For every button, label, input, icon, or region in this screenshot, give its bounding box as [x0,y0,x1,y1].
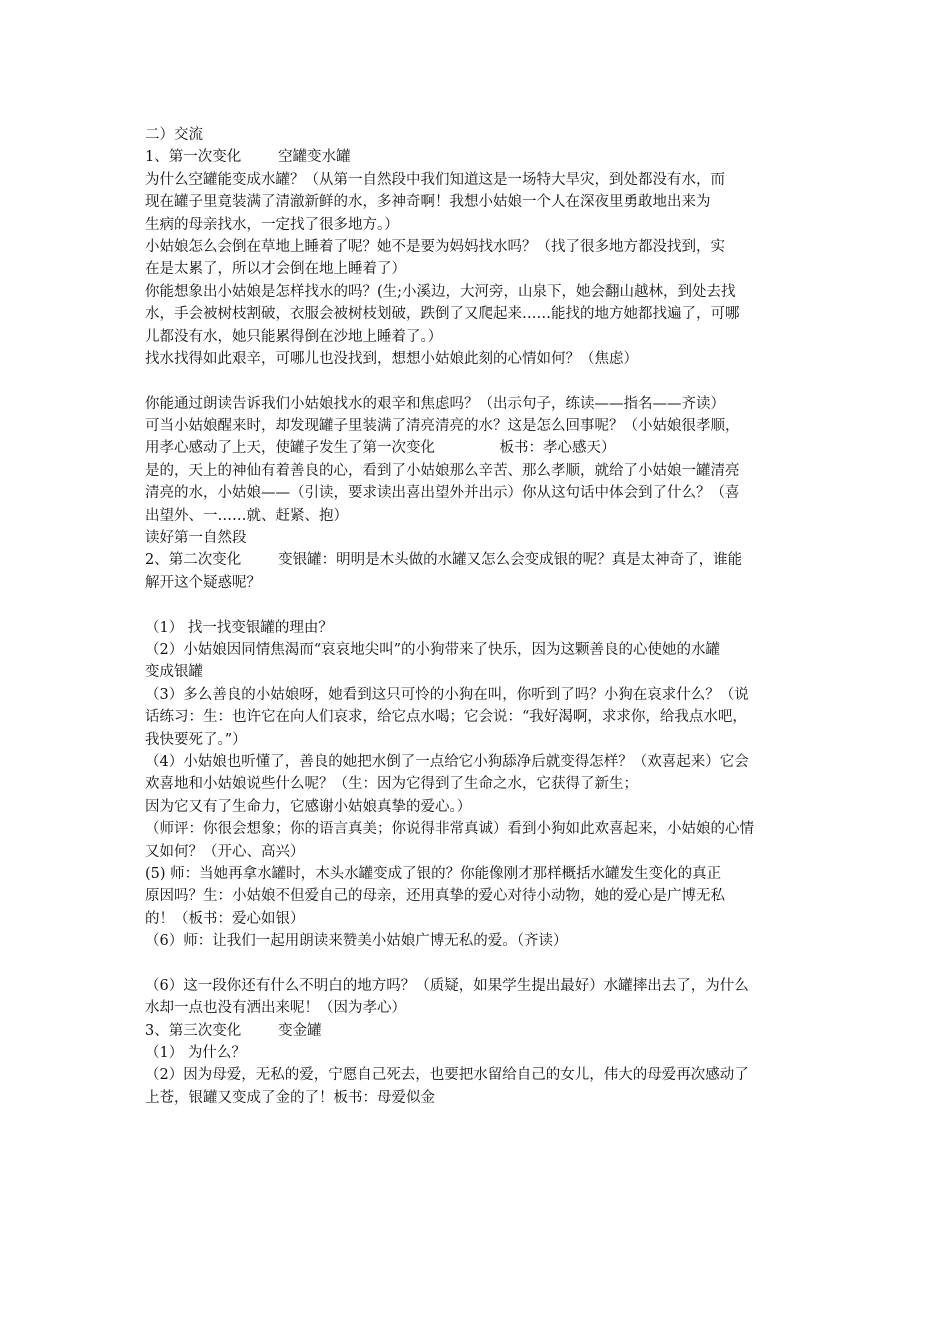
text-line: 生病的母亲找水，一定找了很多地方。） [145,216,399,233]
text-line: 为什么空罐能变成水罐？（从第一自然段中我们知道这是一场特大旱灾，到处都没有水，而 [145,171,725,188]
text-line: 2、第二次变化 变银罐：明明是木头做的水罐又怎么会变成银的呢？真是太神奇了，谁能 [145,552,743,569]
text-line: （1） 找一找变银罐的理由？ [145,619,333,636]
text-line: 二）交流 [145,127,203,143]
text-line: 3、第三次变化 变金罐 [145,1022,322,1039]
text-line: 现在罐子里竟装满了清澈新鲜的水，多神奇啊！我想小姑娘一个人在深夜里勇敢地出来为 [145,194,711,211]
text-line: 因为它又有了生命力，它感谢小姑娘真挚的爱心。） [145,798,472,815]
text-line: 变成银罐 [145,664,203,681]
text-line: （4）小姑娘也听懂了，善良的她把水倒了一点给它小狗舔净后就变得怎样？（欢喜起来）它会 [145,753,749,770]
text-line: （2）小姑娘因同情焦渴而“哀哀地尖叫”的小狗带来了快乐，因为这颗善良的心使她的水罐 [145,641,721,658]
text-line: （3）多么善良的小姑娘呀，她看到这只可怜的小狗在叫，你听到了吗？小狗在哀求什么？（说 [145,686,749,703]
text-line: 上苍，银罐又变成了金的了！板书：母爱似金 [145,1089,435,1106]
text-line: 用孝心感动了上天，使罐子发生了第一次变化 板书：孝心感天） [145,440,616,457]
text-line: 读好第一自然段 [145,530,247,547]
text-line: 是的，天上的神仙有着善良的心，看到了小姑娘那么辛苦、那么孝顺，就给了小姑娘一罐清亮 [145,462,740,479]
text-line: 可当小姑娘醒来时，却发现罐子里装满了清亮清亮的水？这是怎么回事呢？（小姑娘很孝顺， [145,418,740,435]
text-line: 又如何？（开心、高兴） [145,843,305,860]
text-line: 小姑娘怎么会倒在草地上睡着了呢？她不是要为妈妈找水吗？（找了很多地方都没找到，实 [145,238,725,255]
text-line: (5) 师：当她再拿水罐时，木头水罐变成了银的？你能像刚才那样概括水罐发生变化的真正 [145,865,722,882]
text-line: 话练习：生：也许它在向人们哀求，给它点水喝；它会说：“我好渴啊，求求你，给我点水吧， [145,709,747,726]
blank-line [145,594,813,616]
text-line: 找水找得如此艰辛，可哪儿也没找到，想想小姑娘此刻的心情如何？（焦虑） [145,350,638,367]
blank-line [145,952,813,974]
text-line: 欢喜地和小姑娘说些什么呢？（生：因为它得到了生命之水，它获得了新生； [145,776,638,793]
text-line: 解开这个疑惑呢？ [145,574,261,591]
text-line: （6）师：让我们一起用朗读来赞美小姑娘广博无私的爱。（齐读） [145,933,568,950]
document-body [145,124,813,1109]
text-line: 的！（板书：爱心如银） [145,910,305,927]
text-line: 你能想象出小姑娘是怎样找水的吗？(生;小溪边，大河旁，山泉下，她会翻山越林，到处去找 [145,283,736,300]
blank-line [145,370,813,392]
text-line: 我快要死了。”） [145,731,247,748]
text-line: 儿都没有水，她只能累得倒在沙地上睡着了。） [145,328,443,345]
text-line: （2）因为母爱，无私的爱，宁愿自己死去，也要把水留给自己的女儿，伟大的母爱再次感动了 [145,1067,749,1084]
text-line: 在是太累了，所以才会倒在地上睡着了） [145,261,406,278]
text-line: 清亮的水，小姑娘——（引读，要求读出喜出望外并出示）你从这句话中体会到了什么？（喜 [145,485,740,502]
text-line: 水，手会被树枝割破，衣服会被树枝划破，跌倒了又爬起来……能找的地方她都找遍了，可哪 [145,306,740,323]
text-line: 1、第一次变化 空罐变水罐 [145,149,351,166]
text-line: （1） 为什么？ [145,1045,246,1062]
text-line: 出望外、一……就、赶紧、抱） [145,507,348,524]
text-line: 你能通过朗读告诉我们小姑娘找水的艰辛和焦虑吗？（出示句子，练读——指名——齐读） [145,395,725,412]
text-line: （6）这一段你还有什么不明白的地方吗？（质疑，如果学生提出最好）水罐摔出去了，为什么 [145,977,749,994]
text-line: 原因吗？生：小姑娘不但爱自己的母亲，还用真挚的爱心对待小动物，她的爱心是广博无私 [145,888,725,905]
text-line: （师评：你很会想象；你的语言真美；你说得非常真诚）看到小狗如此欢喜起来，小姑娘的心情 [145,821,754,838]
text-line: 水却一点也没有洒出来呢！（因为孝心） [145,1000,406,1017]
